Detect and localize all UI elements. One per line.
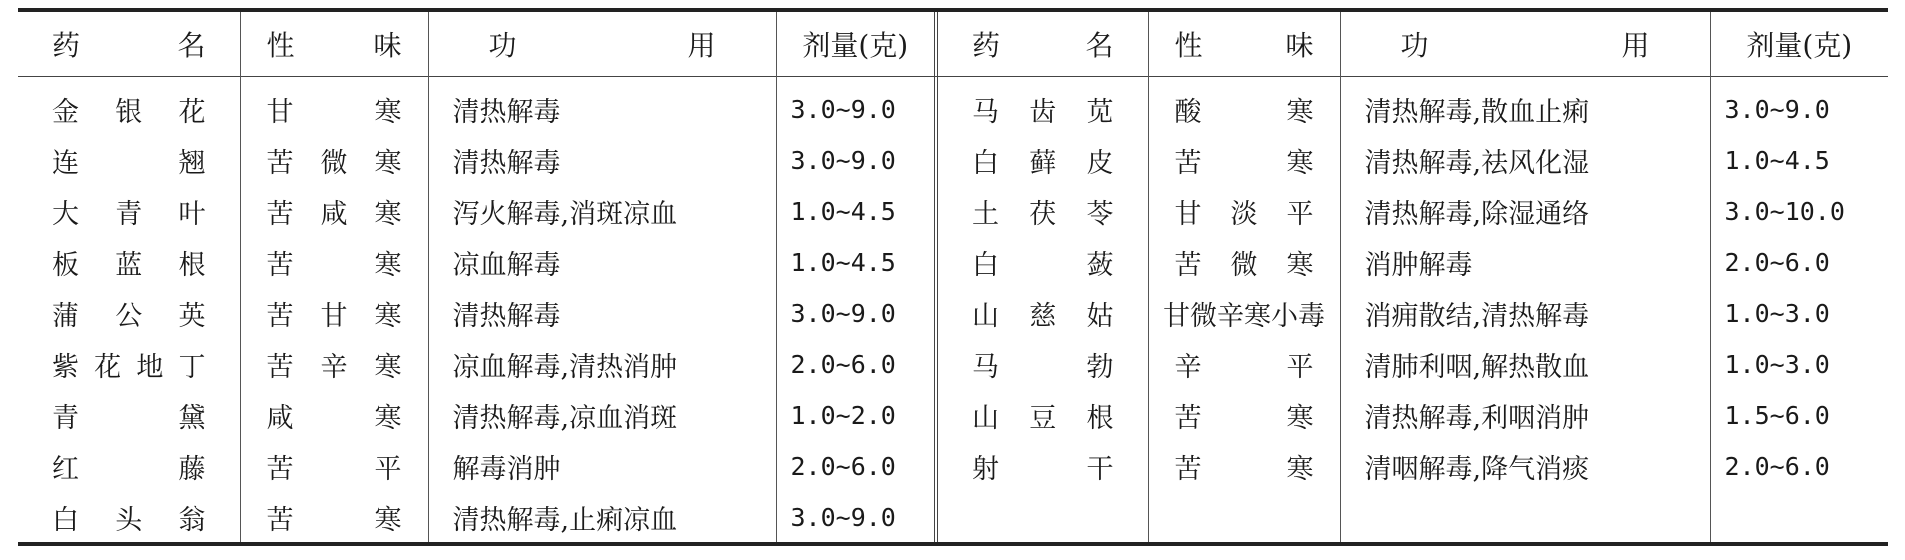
herb-dosage: 1.0~4.5 xyxy=(776,237,936,288)
herb-taste: 甘 寒 xyxy=(240,76,428,135)
table-row xyxy=(18,288,1888,339)
herb-taste: 苦微寒 xyxy=(1148,237,1340,288)
herb-name: 蒲公英 xyxy=(18,288,240,339)
herb-dosage: 2.0~6.0 xyxy=(776,339,936,390)
herb-dosage: 1.5~6.0 xyxy=(1724,401,1830,430)
table-row xyxy=(18,492,1888,543)
table-row xyxy=(18,339,1888,390)
herb-taste: 苦微寒 xyxy=(240,135,428,186)
herb-function: 凉血解毒 xyxy=(428,237,776,288)
herb-name: 射 干 xyxy=(936,441,1148,492)
herb-taste: 苦辛寒 xyxy=(240,339,428,390)
herb-name: 紫花地丁 xyxy=(18,339,240,390)
herb-taste: 苦 寒 xyxy=(240,492,428,543)
header-name-left: 药 名 xyxy=(18,12,240,76)
herb-taste: 酸 寒 xyxy=(1148,76,1340,135)
herb-dosage: 3.0~9.0 xyxy=(1724,95,1830,124)
herb-taste: 甘微辛寒小毒 xyxy=(1148,288,1340,339)
herb-dosage: 1.0~3.0 xyxy=(1724,299,1830,328)
herb-taste: 辛 平 xyxy=(1148,339,1340,390)
bottom-rule xyxy=(18,542,1888,546)
herb-taste: 甘淡平 xyxy=(1148,186,1340,237)
herb-taste: 苦 寒 xyxy=(240,237,428,288)
herb-dosage: 1.0~4.5 xyxy=(776,186,936,237)
herb-function: 清热解毒 xyxy=(428,135,776,186)
herb-name: 山慈姑 xyxy=(936,288,1148,339)
herb-function: 清热解毒 xyxy=(428,288,776,339)
herb-table xyxy=(18,12,1888,543)
herb-name xyxy=(936,492,1148,543)
header-dosage-left: 剂量(克) xyxy=(776,12,936,76)
herb-function: 清热解毒,散血止痢 xyxy=(1340,76,1710,135)
herb-name: 金银花 xyxy=(18,76,240,135)
herb-name: 白头翁 xyxy=(18,492,240,543)
herb-dosage: 1.0~2.0 xyxy=(776,390,936,441)
herb-name: 连 翘 xyxy=(18,135,240,186)
herb-taste: 咸 寒 xyxy=(240,390,428,441)
herb-name: 山豆根 xyxy=(936,390,1148,441)
table-row xyxy=(18,186,1888,237)
herb-table-sheet xyxy=(18,8,1888,548)
header-function-left: 功 用 xyxy=(428,12,776,76)
herb-dosage: 2.0~6.0 xyxy=(1724,248,1830,277)
herb-taste: 苦甘寒 xyxy=(240,288,428,339)
header-name-right: 药 名 xyxy=(936,12,1148,76)
herb-function: 清热解毒,止痢凉血 xyxy=(428,492,776,543)
herb-function: 清热解毒,除湿通络 xyxy=(1340,186,1710,237)
header-function-right: 功 用 xyxy=(1340,12,1710,76)
herb-taste: 苦 寒 xyxy=(1148,441,1340,492)
herb-dosage: 3.0~9.0 xyxy=(776,288,936,339)
table-row xyxy=(18,237,1888,288)
herb-name: 白 蔹 xyxy=(936,237,1148,288)
header-dosage-right: 剂量(克) xyxy=(1746,29,1853,62)
herb-dosage: 3.0~9.0 xyxy=(776,492,936,543)
herb-dosage: 3.0~9.0 xyxy=(776,76,936,135)
header-taste-left: 性 味 xyxy=(240,12,428,76)
herb-function: 清热解毒,利咽消肿 xyxy=(1340,390,1710,441)
herb-dosage: 1.0~3.0 xyxy=(1724,350,1830,379)
herb-function: 消痈散结,清热解毒 xyxy=(1340,288,1710,339)
herb-function: 清热解毒,凉血消斑 xyxy=(428,390,776,441)
herb-dosage: 1.0~4.5 xyxy=(1724,146,1830,175)
herb-function: 清热解毒 xyxy=(428,76,776,135)
herb-taste: 苦 寒 xyxy=(1148,390,1340,441)
herb-name: 大青叶 xyxy=(18,186,240,237)
herb-function: 泻火解毒,消斑凉血 xyxy=(428,186,776,237)
herb-function: 清肺利咽,解热散血 xyxy=(1340,339,1710,390)
header-taste-right: 性 味 xyxy=(1148,12,1340,76)
herb-name: 红 藤 xyxy=(18,441,240,492)
herb-name: 马齿苋 xyxy=(936,76,1148,135)
header-row xyxy=(18,12,1888,76)
herb-name: 土茯苓 xyxy=(936,186,1148,237)
herb-dosage: 2.0~6.0 xyxy=(776,441,936,492)
herb-dosage: 3.0~10.0 xyxy=(1724,197,1845,226)
herb-name: 马 勃 xyxy=(936,339,1148,390)
herb-function: 清热解毒,祛风化湿 xyxy=(1340,135,1710,186)
herb-taste: 苦 寒 xyxy=(1148,135,1340,186)
herb-name: 板蓝根 xyxy=(18,237,240,288)
table-row xyxy=(18,441,1888,492)
table-row xyxy=(18,76,1888,135)
herb-name: 青 黛 xyxy=(18,390,240,441)
herb-function: 清咽解毒,降气消痰 xyxy=(1340,441,1710,492)
herb-taste: 苦咸寒 xyxy=(240,186,428,237)
herb-function: 解毒消肿 xyxy=(428,441,776,492)
herb-dosage: 2.0~6.0 xyxy=(1724,452,1830,481)
herb-name: 白藓皮 xyxy=(936,135,1148,186)
table-row xyxy=(18,135,1888,186)
herb-dosage: 3.0~9.0 xyxy=(776,135,936,186)
herb-function xyxy=(1340,492,1710,543)
herb-taste xyxy=(1148,492,1340,543)
herb-taste: 苦 平 xyxy=(240,441,428,492)
herb-function: 消肿解毒 xyxy=(1340,237,1710,288)
herb-dosage xyxy=(1710,492,1888,543)
table-row xyxy=(18,390,1888,441)
herb-function: 凉血解毒,清热消肿 xyxy=(428,339,776,390)
